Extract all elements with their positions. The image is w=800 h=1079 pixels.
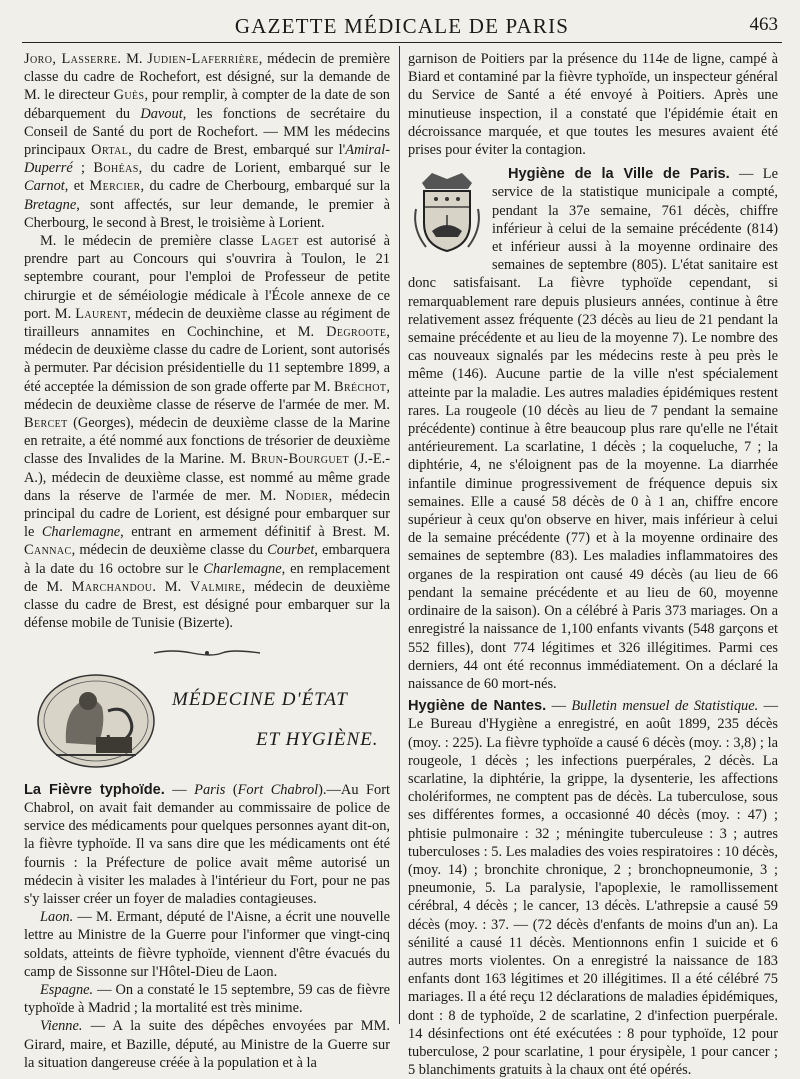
article-poitiers: garnison de Poitiers par la présence du 114e de ligne, campé à Biard et contaminé par la fièvre typhoïde, un inspecteur général du Service de Santé a été envoyé à Poitiers. Après une minutieuse inspection, il a constaté que l'épidémie était en décroissance marquée, et que toutes les mesures avaient été prises pour éviter la contagion. (408, 51, 778, 159)
place-name: Espagne. (40, 981, 94, 998)
article-text: , médecin de deuxième classe du (71, 542, 268, 559)
article-text: — A la suite des dépêches envoyées par MM. Girard, maire, et Bazille, député, au Ministre de la Guerre sur la situation dangereuse créée à la population et à la (24, 1018, 390, 1071)
page-header (22, 8, 782, 43)
article-text: , entrant en armement définitif à Brest. M. (120, 524, 390, 541)
surname: Degroote (326, 324, 387, 341)
article-laon (24, 908, 390, 981)
section-heading-line1: MÉDECINE D'ÉTAT (172, 688, 348, 710)
article-text: — On a constaté le 15 septembre, 59 cas de fièvre typhoïde à Madrid ; la mortalité est très minime. (24, 981, 390, 1017)
engraving-vignette-icon (36, 671, 156, 771)
journal-title: GAZETTE MÉDICALE DE PARIS (234, 14, 570, 38)
article-text: — (164, 781, 195, 798)
left-column (24, 50, 390, 1072)
place-name: Laon. (40, 909, 74, 926)
article-text: , pour remplir, à compter de la date de son débarquement du (24, 87, 390, 122)
surname: Joro, Lasserre. (24, 51, 122, 67)
ship-name: Courbet (267, 542, 315, 559)
surname: Mercier (89, 178, 141, 195)
article-text: , embarquera à la date du 16 octobre sur le (24, 542, 391, 577)
article-text: ).—Au Fort Chabrol, on avait fait demander au commissaire de police de service des médicaments pour quelques personnes ayant dit-on, la fièvre typhoïde. Il va sans dire que les médicaments ont été fournis : la Préfecture de police avait même autorisé un médecin à visiter les malades à l'intérieur du Fort, pour ne pas s'y laisser créer un foyer de maladies contagieuses. (24, 781, 390, 907)
article-text: . M. (152, 578, 191, 595)
surname: Brun-Bourguet (250, 451, 350, 468)
article-text: , médecin principal du cadre de Lorient, est désigné pour embarquer sur le (24, 487, 390, 541)
article-text: ; (72, 160, 94, 177)
place-name: Vienne. (40, 1018, 83, 1035)
article-espagne (24, 981, 390, 1017)
article-hygiene-nantes (408, 697, 778, 1079)
article-text: , médecin de deuxième classe au régiment de tirailleurs annamites en Cochinchine, et M. (24, 305, 390, 341)
surname: Valmire (190, 578, 242, 595)
article-vienne (24, 1017, 390, 1072)
article-heading: La Fièvre typhoïde. (24, 781, 165, 798)
article-heading: Hygiène de la Ville de Paris. (508, 166, 730, 183)
surname: Bercet (24, 415, 68, 432)
article-text: M. (121, 51, 148, 67)
paris-coat-of-arms-icon (412, 169, 482, 255)
ship-name: Bretagne (24, 196, 77, 213)
article-text: , et (64, 178, 90, 195)
surname: Laget (261, 233, 299, 250)
article-text: M. le médecin de première classe (40, 233, 262, 250)
bulletin-title: Bulletin mensuel de Statistique. (571, 698, 759, 715)
ship-name: Carnot (24, 178, 65, 195)
ship-name: Davout (140, 105, 183, 122)
article-text: , les fonctions de secrétaire du Conseil de Santé du port de Rochefort. — MM les médecins principaux (24, 105, 390, 159)
article-text: , du cadre de Brest, embarqué sur l' (128, 142, 346, 159)
article-text: , médecin de deuxième classe du cadre de Lorient, sont autorisés à permuter. Par décision présidentielle du 11 septembre 1899, a été acceptée la démission de son grade offerte par M. (24, 324, 390, 395)
section-banner (24, 669, 390, 775)
article-fievre-typhoide (24, 781, 390, 908)
article-text: — (546, 698, 572, 715)
article-concours (24, 232, 390, 632)
article-text: , sont affectés, sur leur demande, le premier à Cherbourg, le second à Brest, le troisième à Lorient. (24, 196, 390, 231)
surname: Guès (113, 87, 145, 104)
surname: Marchandou (71, 578, 153, 595)
place-name: Paris (194, 781, 226, 798)
article-text: (J.-E.-A.), médecin de deuxième classe, est nommé au même grade dans la réserve de l'armée de mer. M. (24, 451, 390, 504)
article-text: , médecin de deuxième classe du cadre de Brest, est désigné pour embarquer sur la défense mobile de Tunisie (Bizerte). (24, 578, 390, 632)
article-naval-appointments (24, 50, 390, 232)
surname: Cannac (24, 542, 72, 559)
right-column (408, 50, 778, 1079)
surname: Bréchot (333, 378, 387, 395)
article-text: (Georges), médecin de deuxième classe de la Marine en retraite, a été nommé aux fonctions de trésorier de deuxième classe des Invalides de la Marine. M. (24, 415, 390, 468)
ship-name: Amiral-Duperré (24, 142, 391, 177)
article-text: , médecin de deuxième classe de réserve de l'armée de mer. M. (24, 378, 390, 413)
article-text: , du cadre de Cherbourg, embarqué sur la (140, 178, 390, 195)
surname: Laurent (75, 305, 128, 322)
article-text: , du cadre de Lorient, embarqué sur le (138, 160, 390, 177)
surname: Judien-Laferrière (147, 51, 259, 67)
article-text: — Le Bureau d'Hygiène a enregistré, en août 1899, 235 décès (moy. : 225). La fièvre typhoïde a causé 6 décès (moy. : 3,8) ; la rougeole, 1 décès ; les infections puerpérales, 2 décès. La scarlatine, la diphtérie, la grippe, la dysenterie, les affections cholériformes, ne comptent pas de décès. La tuberculose, sous ses différentes formes, a occasionné 40 décès (moy. : 47) ; phtisie pulmonaire : 32 ; méningite tuberculeuse : 3 ; autres tuberculoses : 5. Les maladies des voies respiratoires : 10 décès, (moy. 14) ; bronchite chronique, 2 ; bronchopneumonie, 3 ; pneumonie, 5. La paralysie, l'apoplexie, le ramollissement cérébral, 4 décès ; le cancer, 13 décès. L'athrepsie a causé 59 décès (moy. : 37. — (72 décès d'enfants de moins d'un an). La sénilité a causé 11 décès. Mentionnons enfin 1 suicide et 6 autres morts violentes. On a enregistré la naissance de 183 enfants dont 163 légitimes et 20 illégitimes. Il a été célébré 75 mariages. Il a été reçu 12 déclarations de maladies épidémiques, dont : 8 de typhoïde, 2 de scarlatine, 2 d'infection puerpérale. 14 désinfections ont été exécutées : 8 pour typhoïde, 12 pour tuberculose, 2 pour scarlatine, 1 pour érysipèle, 1 pour cancer ; 5 blanchiments gratuits à la chaux ont été opérés. (408, 698, 778, 1079)
ship-name: Charlemagne (41, 524, 121, 541)
surname: Bohéas (93, 160, 139, 177)
article-text: ( (225, 781, 238, 798)
ship-name: Charlemagne (203, 560, 282, 577)
article-text: est autorisé à prendre part au Concours qui s'ouvrira à Toulon, le 21 septembre courant, pour l'emploi de Professeur de petite chirurgie et de séméiologie médicale à l'École annexe de ce port. M. (24, 233, 390, 322)
place-name: Fort Chabrol (237, 781, 319, 798)
article-text: , médecin de première classe du cadre de Rochefort, est désigné, sur la demande de M. le directeur (24, 51, 390, 104)
article-text: , en remplacement de M. (24, 560, 390, 595)
article-heading: Hygiène de Nantes. (408, 698, 547, 715)
section-heading-line2: ET HYGIÈNE. (256, 728, 379, 750)
surname: Ortal (91, 142, 129, 159)
flourish-icon (152, 648, 262, 658)
surname: Nodier (285, 487, 329, 504)
column-rule (399, 46, 400, 1024)
article-hygiene-paris (408, 165, 778, 693)
ornamental-separator (24, 645, 390, 663)
article-text: — M. Ermant, député de l'Aisne, a écrit une nouvelle lettre au Ministre de la Guerre pour l'informer que vingt-cinq soldats, atteints de fièvre typhoïde, viennent d'être évacués du camp de Sissonne sur l'Hôtel-Dieu de Laon. (24, 909, 390, 980)
article-text: — Le service de la statistique municipale a compté, pendant la 37e semaine, 761 décès, chiffre inférieur à celui de la semaine précédente (814) et inférieur aussi à la moyenne ordinaire des semaines de septembre (805). L'état sanitaire est donc satisfaisant. La fièvre typhoïde cependant, si remarquablement rare depuis plusieurs années, continue à être relativement assez fréquente (23 décès au lieu de 21 pendant la semaine précédente et au lieu de la moyenne 7). Le nombre des cas nouveaux signalés par les médecins reste à peu près le même (146). Aucune partie de la ville n'est spécialement atteinte par la maladie. Les autres maladies épidémiques restent rares. La rougeole (10 décès au lieu de 7 pendant la semaine précédente) continue à être beaucoup plus rare qu'elle ne l'était antérieurement. La scarlatine, 1 décès ; la coqueluche, 7 ; la diphtérie, 4, ne s'éloignent pas de la moyenne. La diarrhée infantile diminue progressivement de fréquence depuis six semaines. Elle a causé 58 décès de 0 à 1 an, chiffre encore supérieur à ceux qu'on observe en hiver, mais inférieur à celui de la semaine précédente (77) et à la moyenne ordinaire des semaines de septembre (83). Les maladies inflammatoires des organes de la respiration ont causé 49 décès (au lieu de 66 pendant la semaine précédente et au lieu de 60, moyenne ordinaire de la saison). On a célébré à Paris 373 mariages. On a enregistré la naissance de 1,100 enfants vivants (548 garçons et 552 filles), dont 774 légitimes et 326 illégitimes. Parmi ces derniers, 44 ont été reconnus immédiatement. On a déclaré la naissance de 60 mort-nés. (408, 166, 778, 692)
page-number: 463 (749, 14, 778, 35)
